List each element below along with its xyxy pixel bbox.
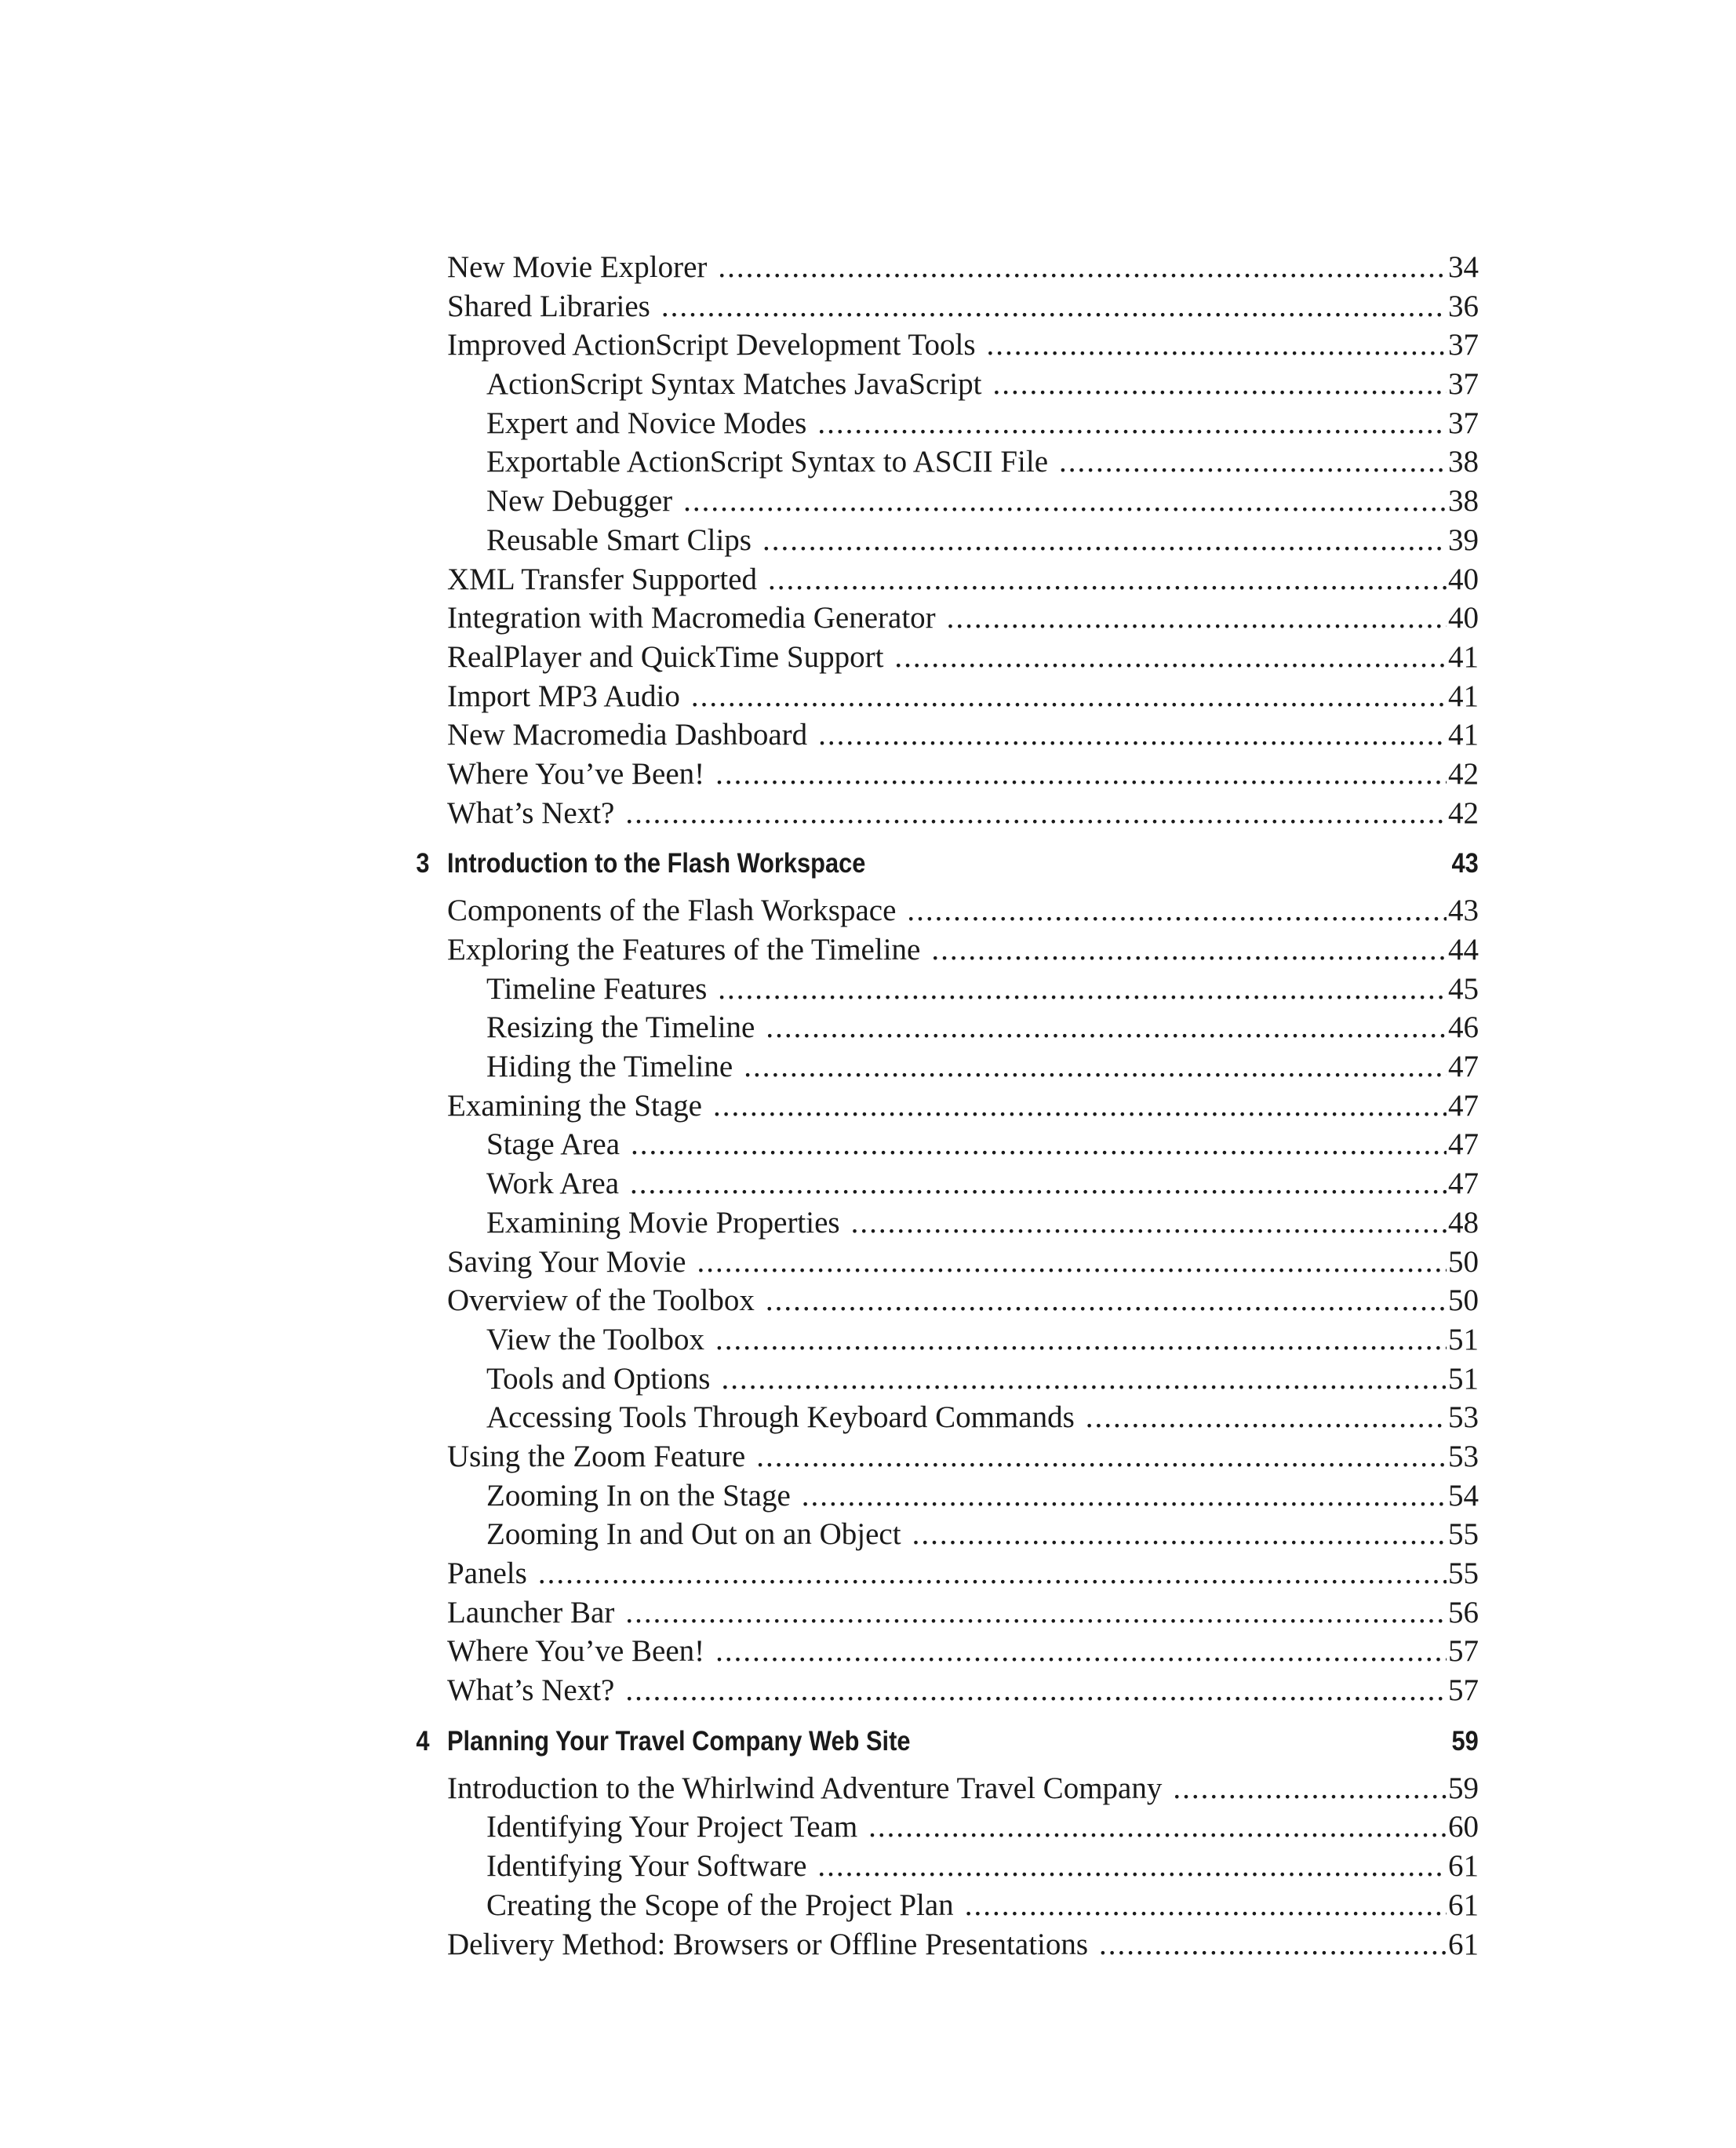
dot-leader bbox=[894, 639, 1447, 675]
entry-title: Exportable ActionScript Syntax to ASCII File bbox=[486, 445, 1049, 479]
entry-page-number: 37 bbox=[1448, 367, 1479, 402]
entry-page-number: 61 bbox=[1448, 1927, 1479, 1961]
dot-leader bbox=[768, 562, 1447, 597]
dot-leader bbox=[817, 1848, 1447, 1884]
entry-page-number: 39 bbox=[1448, 522, 1479, 557]
toc-entry bbox=[447, 795, 1479, 835]
entry-title: Examining Movie Properties bbox=[486, 1205, 840, 1240]
entry-page-number: 54 bbox=[1448, 1478, 1479, 1513]
entry-page-number: 60 bbox=[1448, 1810, 1479, 1844]
chapter-heading bbox=[416, 848, 1479, 884]
toc-entry bbox=[447, 639, 1479, 679]
dot-leader bbox=[766, 1010, 1447, 1045]
entry-page-number: 50 bbox=[1448, 1283, 1479, 1318]
entry-page-number: 38 bbox=[1448, 484, 1479, 519]
toc-entry bbox=[447, 562, 1479, 601]
entry-title: Reusable Smart Clips bbox=[486, 522, 752, 557]
dot-leader bbox=[907, 893, 1447, 928]
entry-title: Timeline Features bbox=[486, 971, 708, 1006]
entry-page-number: 37 bbox=[1448, 406, 1479, 440]
entry-title: What’s Next? bbox=[447, 1673, 615, 1708]
dot-leader bbox=[992, 366, 1447, 402]
toc-subentry bbox=[447, 1361, 1479, 1400]
dot-leader bbox=[818, 717, 1447, 752]
chapter-number: 4 bbox=[416, 1725, 430, 1757]
entry-title: Resizing the Timeline bbox=[486, 1010, 755, 1045]
dot-leader bbox=[766, 1283, 1447, 1318]
entry-title: Shared Libraries bbox=[447, 289, 650, 323]
entry-title: Creating the Scope of the Project Plan bbox=[486, 1888, 954, 1922]
chapter-title: Planning Your Travel Company Web Site bbox=[447, 1725, 911, 1757]
entry-page-number: 41 bbox=[1448, 639, 1479, 674]
toc-subentry bbox=[447, 1322, 1479, 1361]
dot-leader bbox=[697, 1244, 1447, 1280]
toc-subentry bbox=[447, 1400, 1479, 1439]
dot-leader bbox=[744, 1049, 1447, 1084]
dot-leader bbox=[762, 522, 1447, 558]
dot-leader bbox=[630, 1166, 1447, 1201]
toc-entry bbox=[447, 679, 1479, 718]
toc-subentry bbox=[447, 1516, 1479, 1556]
dot-leader bbox=[625, 1673, 1447, 1708]
entry-page-number: 38 bbox=[1448, 445, 1479, 479]
entry-title: Exploring the Features of the Timeline bbox=[447, 933, 921, 967]
dot-leader bbox=[715, 756, 1447, 792]
entry-page-number: 59 bbox=[1448, 1771, 1479, 1805]
toc-subentry bbox=[447, 483, 1479, 522]
entry-page-number: 47 bbox=[1448, 1088, 1479, 1123]
dot-leader bbox=[817, 406, 1447, 441]
toc-entry bbox=[447, 1439, 1479, 1478]
entry-title: Accessing Tools Through Keyboard Commands bbox=[486, 1400, 1075, 1435]
entry-page-number: 41 bbox=[1448, 718, 1479, 752]
entry-page-number: 44 bbox=[1448, 933, 1479, 967]
toc-entry bbox=[447, 1088, 1479, 1127]
entry-page-number: 37 bbox=[1448, 328, 1479, 362]
entry-page-number: 42 bbox=[1448, 795, 1479, 830]
dot-leader bbox=[868, 1809, 1447, 1844]
entry-title: XML Transfer Supported bbox=[447, 562, 758, 596]
entry-page-number: 40 bbox=[1448, 601, 1479, 635]
toc-entry bbox=[447, 600, 1479, 639]
entry-title: Zooming In and Out on an Object bbox=[486, 1517, 901, 1552]
entry-page-number: 57 bbox=[1448, 1634, 1479, 1669]
entry-page-number: 41 bbox=[1448, 679, 1479, 713]
toc-subentry bbox=[447, 406, 1479, 445]
dot-leader bbox=[802, 1478, 1447, 1513]
toc-subentry bbox=[447, 444, 1479, 483]
toc-subentry bbox=[447, 1848, 1479, 1888]
toc-entry bbox=[447, 1556, 1479, 1595]
entry-page-number: 47 bbox=[1448, 1127, 1479, 1162]
entry-page-number: 55 bbox=[1448, 1556, 1479, 1590]
entry-title: Where You’ve Been! bbox=[447, 1634, 705, 1669]
toc-entry bbox=[447, 327, 1479, 366]
toc-entry bbox=[447, 717, 1479, 756]
entry-page-number: 43 bbox=[1448, 894, 1479, 928]
dot-leader bbox=[1059, 444, 1447, 479]
entry-title: Panels bbox=[447, 1556, 527, 1590]
toc-subentry bbox=[447, 366, 1479, 406]
entry-title: RealPlayer and QuickTime Support bbox=[447, 639, 884, 674]
toc-entry bbox=[447, 289, 1479, 328]
dot-leader bbox=[965, 1888, 1447, 1923]
entry-page-number: 57 bbox=[1448, 1673, 1479, 1708]
dot-leader bbox=[538, 1556, 1447, 1591]
toc-subentry bbox=[447, 1205, 1479, 1244]
entry-title: New Macromedia Dashboard bbox=[447, 718, 808, 752]
chapter-heading bbox=[416, 1725, 1479, 1762]
entry-title: Overview of the Toolbox bbox=[447, 1283, 755, 1318]
dot-leader bbox=[631, 1127, 1447, 1162]
entry-title: Stage Area bbox=[486, 1127, 621, 1162]
entry-title: Zooming In on the Stage bbox=[486, 1478, 791, 1513]
toc-entry bbox=[447, 1244, 1479, 1283]
dot-leader bbox=[713, 1088, 1447, 1123]
chapter-page-number: 43 bbox=[1451, 848, 1479, 879]
toc-entry bbox=[447, 1633, 1479, 1673]
entry-page-number: 36 bbox=[1448, 289, 1479, 323]
entry-page-number: 61 bbox=[1448, 1849, 1479, 1884]
toc-entry bbox=[447, 1283, 1479, 1322]
toc-entry bbox=[447, 1595, 1479, 1634]
entry-page-number: 48 bbox=[1448, 1205, 1479, 1240]
toc-entry bbox=[447, 1771, 1479, 1810]
dot-leader bbox=[987, 327, 1447, 362]
entry-page-number: 47 bbox=[1448, 1050, 1479, 1084]
entry-title: Expert and Novice Modes bbox=[486, 406, 807, 440]
dot-leader bbox=[683, 483, 1447, 519]
entry-page-number: 40 bbox=[1448, 562, 1479, 596]
entry-page-number: 42 bbox=[1448, 756, 1479, 791]
dot-leader bbox=[691, 679, 1447, 714]
dot-leader bbox=[1173, 1771, 1447, 1806]
entry-title: View the Toolbox bbox=[486, 1322, 705, 1356]
toc-entry bbox=[447, 756, 1479, 795]
entry-title: ActionScript Syntax Matches JavaScript bbox=[486, 367, 982, 402]
entry-title: Using the Zoom Feature bbox=[447, 1439, 746, 1473]
dot-leader bbox=[715, 1322, 1447, 1357]
entry-page-number: 61 bbox=[1448, 1888, 1479, 1922]
dot-leader bbox=[718, 971, 1447, 1007]
entry-page-number: 53 bbox=[1448, 1439, 1479, 1473]
chapter-number: 3 bbox=[416, 848, 430, 879]
entry-title: Improved ActionScript Development Tools bbox=[447, 328, 976, 362]
entry-title: Delivery Method: Browsers or Offline Presentations bbox=[447, 1927, 1089, 1961]
dot-leader bbox=[947, 600, 1447, 635]
entry-title: Introduction to the Whirlwind Adventure Travel Company bbox=[447, 1771, 1163, 1805]
toc-entry bbox=[447, 893, 1479, 932]
entry-title: Components of the Flash Workspace bbox=[447, 894, 897, 928]
toc-subentry bbox=[447, 1127, 1479, 1166]
entry-page-number: 56 bbox=[1448, 1595, 1479, 1629]
dot-leader bbox=[715, 1633, 1447, 1669]
toc-subentry bbox=[447, 1888, 1479, 1927]
toc-subentry bbox=[447, 1809, 1479, 1848]
entry-title: New Debugger bbox=[486, 484, 673, 519]
dot-leader bbox=[721, 1361, 1447, 1396]
dot-leader bbox=[1099, 1927, 1447, 1962]
dot-leader bbox=[718, 249, 1447, 285]
toc-subentry bbox=[447, 1010, 1479, 1049]
entry-title: Integration with Macromedia Generator bbox=[447, 601, 936, 635]
toc-subentry bbox=[447, 1166, 1479, 1205]
dot-leader bbox=[625, 1595, 1447, 1630]
entry-page-number: 55 bbox=[1448, 1517, 1479, 1552]
entry-title: Saving Your Movie bbox=[447, 1244, 686, 1279]
table-of-contents bbox=[416, 249, 1479, 1965]
dot-leader bbox=[625, 795, 1447, 831]
entry-page-number: 53 bbox=[1448, 1400, 1479, 1435]
toc-subentry bbox=[447, 971, 1479, 1010]
toc-subentry bbox=[447, 522, 1479, 562]
toc-subentry bbox=[447, 1478, 1479, 1517]
entry-title: Identifying Your Software bbox=[486, 1849, 807, 1884]
entry-title: Work Area bbox=[486, 1167, 620, 1201]
entry-title: Import MP3 Audio bbox=[447, 679, 680, 713]
chapter-title: Introduction to the Flash Workspace bbox=[447, 848, 866, 879]
entry-page-number: 51 bbox=[1448, 1322, 1479, 1356]
entry-page-number: 46 bbox=[1448, 1010, 1479, 1045]
entry-page-number: 51 bbox=[1448, 1361, 1479, 1396]
toc-entry bbox=[447, 1673, 1479, 1712]
entry-page-number: 47 bbox=[1448, 1167, 1479, 1201]
entry-page-number: 34 bbox=[1448, 250, 1479, 284]
entry-title: Identifying Your Project Team bbox=[486, 1810, 858, 1844]
entry-title: Where You’ve Been! bbox=[447, 756, 705, 791]
toc-subentry bbox=[447, 1049, 1479, 1088]
entry-title: New Movie Explorer bbox=[447, 250, 708, 284]
entry-title: What’s Next? bbox=[447, 795, 615, 830]
dot-leader bbox=[756, 1439, 1447, 1474]
dot-leader bbox=[851, 1205, 1447, 1240]
toc-entry bbox=[447, 932, 1479, 971]
entry-page-number: 50 bbox=[1448, 1244, 1479, 1279]
entry-title: Launcher Bar bbox=[447, 1595, 615, 1629]
dot-leader bbox=[912, 1516, 1447, 1552]
dot-leader bbox=[661, 289, 1447, 324]
entry-title: Examining the Stage bbox=[447, 1088, 702, 1123]
toc-entry bbox=[447, 249, 1479, 289]
entry-title: Hiding the Timeline bbox=[486, 1050, 733, 1084]
dot-leader bbox=[1086, 1400, 1447, 1435]
dot-leader bbox=[931, 932, 1447, 967]
toc-entry bbox=[447, 1927, 1479, 1966]
entry-page-number: 45 bbox=[1448, 971, 1479, 1006]
entry-title: Tools and Options bbox=[486, 1361, 711, 1396]
chapter-page-number: 59 bbox=[1451, 1725, 1479, 1757]
